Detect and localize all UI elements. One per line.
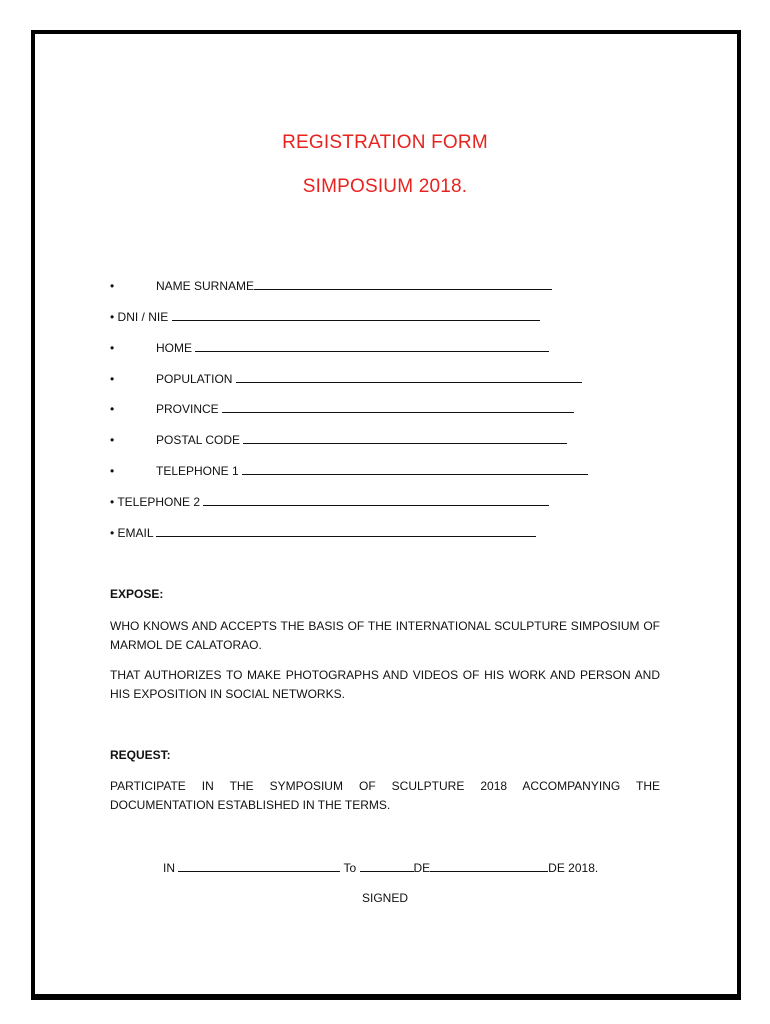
field-label: POSTAL CODE: [156, 433, 241, 447]
signature-date-line: [163, 860, 598, 875]
signed-label: SIGNED: [361, 891, 408, 905]
field-label: • DNI / NIE: [110, 310, 169, 324]
field-label: HOME: [156, 341, 192, 355]
field-label: TELEPHONE 1: [156, 464, 239, 478]
field-dni-nie: [110, 309, 540, 325]
postal-code-input-line[interactable]: [243, 432, 567, 444]
telephone-1-input-line[interactable]: [242, 463, 588, 475]
expose-paragraph-2: THAT AUTHORIZES TO MAKE PHOTOGRAPHS AND VIDEOS OF HIS WORK AND PERSON AND HIS EXPOSITION IN SOCIAL NETWORKS.: [110, 668, 660, 701]
day-input-line[interactable]: [360, 860, 414, 872]
home-input-line[interactable]: [195, 340, 549, 352]
name-surname-input-line[interactable]: [254, 278, 552, 290]
year-label: DE 2018.: [548, 861, 599, 875]
place-input-line[interactable]: [178, 860, 340, 872]
dni-nie-input-line[interactable]: [172, 309, 540, 321]
to-label: To: [343, 861, 357, 875]
email-input-line[interactable]: [156, 525, 536, 537]
request-heading: REQUEST:: [110, 748, 171, 762]
field-label: • TELEPHONE 2: [110, 495, 201, 509]
bullet-icon: •: [110, 464, 115, 478]
bullet-icon: •: [110, 433, 115, 447]
month-input-line[interactable]: [430, 860, 548, 872]
field-label: POPULATION: [156, 372, 233, 386]
form-title: REGISTRATION FORM: [282, 132, 488, 153]
request-paragraph: PARTICIPATE IN THE SYMPOSIUM OF SCULPTURE 2018 ACCOMPANYING THE DOCUMENTATION ESTABLISHED IN THE TERMS.: [110, 779, 660, 812]
bullet-icon: •: [110, 372, 115, 386]
bullet-icon: •: [110, 279, 115, 293]
field-label: PROVINCE: [156, 402, 219, 416]
telephone-2-input-line[interactable]: [203, 494, 549, 506]
field-telephone-2: [110, 494, 549, 510]
form-subtitle: SIMPOSIUM 2018.: [302, 176, 468, 197]
expose-heading: EXPOSE:: [110, 587, 164, 601]
field-label: • EMAIL: [110, 526, 154, 540]
in-label: IN: [163, 861, 175, 875]
de-label: DE: [413, 861, 431, 875]
bullet-icon: •: [110, 341, 115, 355]
field-email: [110, 525, 536, 541]
expose-paragraph-1: WHO KNOWS AND ACCEPTS THE BASIS OF THE INTERNATIONAL SCULPTURE SIMPOSIUM OF MARMOL DE CALATORAO.: [110, 619, 660, 652]
bullet-icon: •: [110, 402, 115, 416]
field-label: NAME SURNAME: [156, 279, 255, 293]
province-input-line[interactable]: [222, 401, 574, 413]
population-input-line[interactable]: [236, 371, 582, 383]
